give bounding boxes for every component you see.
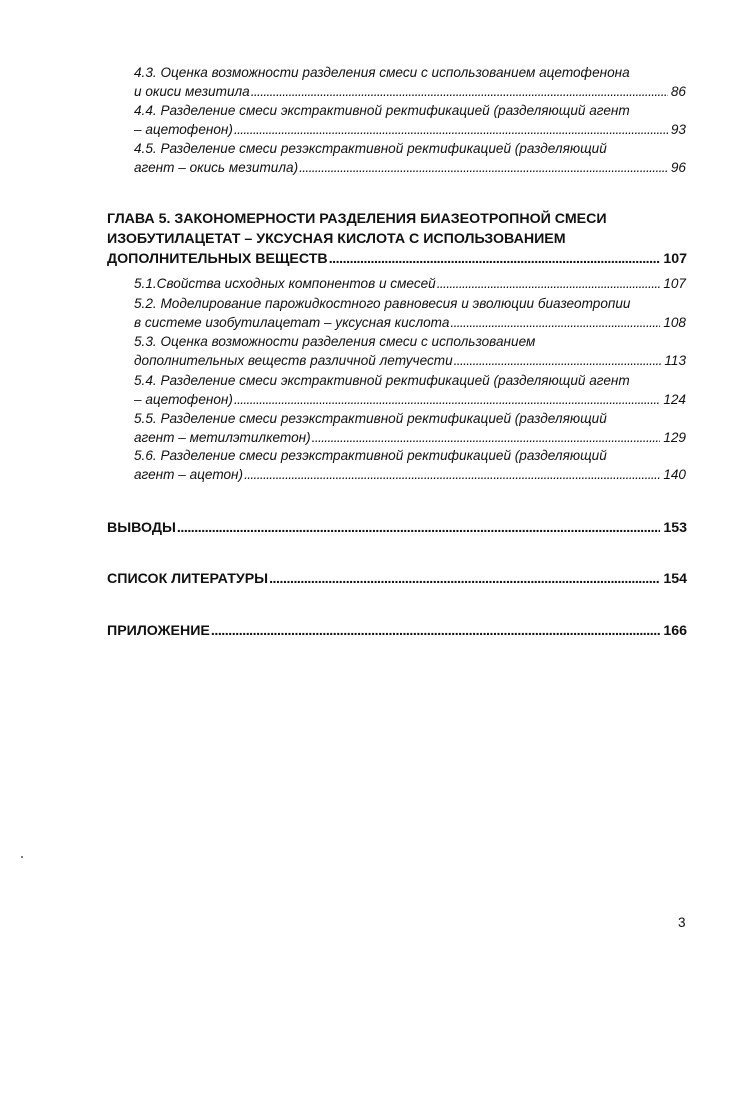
toc-entry-5-6-line1: 5.6. Разделение смеси резэкстрактивной ректификацией (разделяющий [134, 448, 607, 463]
toc-page-number: 154 [663, 571, 687, 587]
dot-leader [234, 120, 668, 140]
toc-page-number: 166 [663, 623, 687, 639]
toc-chapter-5-line3: ДОПОЛНИТЕЛЬНЫХ ВЕЩЕСТВ [107, 251, 328, 267]
dot-leader [299, 158, 668, 178]
toc-entry-4-4-line1: 4.4. Разделение смеси экстрактивной ректификацией (разделяющий агент [134, 103, 630, 118]
toc-entry-5-1[interactable] [134, 274, 686, 294]
toc-entry-5-3-line1: 5.3. Оценка возможности разделения смеси с использованием [134, 334, 536, 349]
toc-entry-5-2[interactable] [134, 313, 686, 333]
dot-leader [234, 390, 660, 410]
dot-leader [269, 569, 660, 589]
toc-entry-5-4-line2: – ацетофенон) [134, 392, 233, 407]
toc-page-number: 108 [663, 315, 686, 330]
toc-chapter-5-line2: ИЗОБУТИЛАЦЕТАТ – УКСУСНАЯ КИСЛОТА С ИСПОЛЬЗОВАНИЕМ [107, 231, 566, 247]
toc-entry-4-3[interactable] [134, 82, 686, 102]
dot-leader [312, 428, 661, 448]
toc-page-number: 107 [663, 276, 686, 291]
toc-entry-5-5-line2: агент – метилэтилкетон) [134, 430, 311, 445]
toc-entry-5-6[interactable] [134, 465, 686, 485]
dot-leader [251, 82, 668, 102]
toc-entry-4-4-line2: – ацетофенон) [134, 122, 233, 137]
toc-entry-5-4[interactable] [134, 390, 686, 410]
toc-chapter-5[interactable] [107, 249, 687, 269]
toc-entry-4-3-line2: и окиси мезитила [134, 84, 250, 99]
dot-leader [329, 249, 661, 269]
dot-leader [211, 621, 660, 641]
toc-entry-5-1-line1: 5.1.Свойства исходных компонентов и смесей [134, 276, 436, 291]
toc-page-number: 93 [670, 122, 686, 137]
toc-entry-5-3-line2: дополнительных веществ различной летучести [134, 353, 453, 368]
toc-page-number: 153 [663, 520, 687, 536]
toc-entry-5-6-line2: агент – ацетон) [134, 467, 244, 482]
toc-entry-5-4-line1: 5.4. Разделение смеси экстрактивной ректификацией (разделяющий агент [134, 373, 630, 388]
toc-references-label: СПИСОК ЛИТЕРАТУРЫ [107, 571, 269, 587]
toc-entry-5-3[interactable] [134, 351, 686, 371]
toc-entry-4-3-line1: 4.3. Оценка возможности разделения смеси с использованием ацетофенона [134, 65, 630, 80]
dot-leader [437, 274, 661, 294]
toc-page-number: 140 [663, 467, 686, 482]
toc-conclusions[interactable] [107, 518, 687, 538]
page-number: 3 [678, 915, 686, 930]
toc-appendix-label: ПРИЛОЖЕНИЕ [107, 623, 210, 639]
toc-entry-5-5-line1: 5.5. Разделение смеси резэкстрактивной ректификацией (разделяющий [134, 411, 607, 426]
toc-entry-4-5[interactable] [134, 158, 686, 178]
dot-leader [450, 313, 660, 333]
toc-page-number: 107 [663, 251, 687, 267]
scan-speck [21, 856, 23, 858]
toc-page-number: 129 [663, 430, 686, 445]
toc-references[interactable] [107, 569, 687, 589]
toc-entry-4-5-line1: 4.5. Разделение смеси резэкстрактивной ректификацией (разделяющий [134, 141, 607, 156]
toc-entry-4-5-line2: агент – окись мезитила) [134, 160, 299, 175]
toc-conclusions-label: ВЫВОДЫ [107, 520, 176, 536]
dot-leader [244, 465, 660, 485]
toc-page-number: 96 [670, 160, 686, 175]
toc-entry-5-5[interactable] [134, 428, 686, 448]
dot-leader [177, 518, 660, 538]
toc-entry-5-2-line2: в системе изобутилацетат – уксусная кислота [134, 315, 450, 330]
toc-page-number: 124 [663, 392, 686, 407]
toc-entry-5-2-line1: 5.2. Моделирование парожидкостного равновесия и эволюции биазеотропии [134, 296, 631, 311]
toc-appendix[interactable] [107, 621, 687, 641]
toc-chapter-5-line1: ГЛАВА 5. ЗАКОНОМЕРНОСТИ РАЗДЕЛЕНИЯ БИАЗЕОТРОПНОЙ СМЕСИ [107, 211, 607, 227]
toc-page-number: 113 [664, 353, 686, 368]
toc-page-number: 86 [670, 84, 686, 99]
toc-entry-4-4[interactable] [134, 120, 686, 140]
dot-leader [454, 351, 662, 371]
